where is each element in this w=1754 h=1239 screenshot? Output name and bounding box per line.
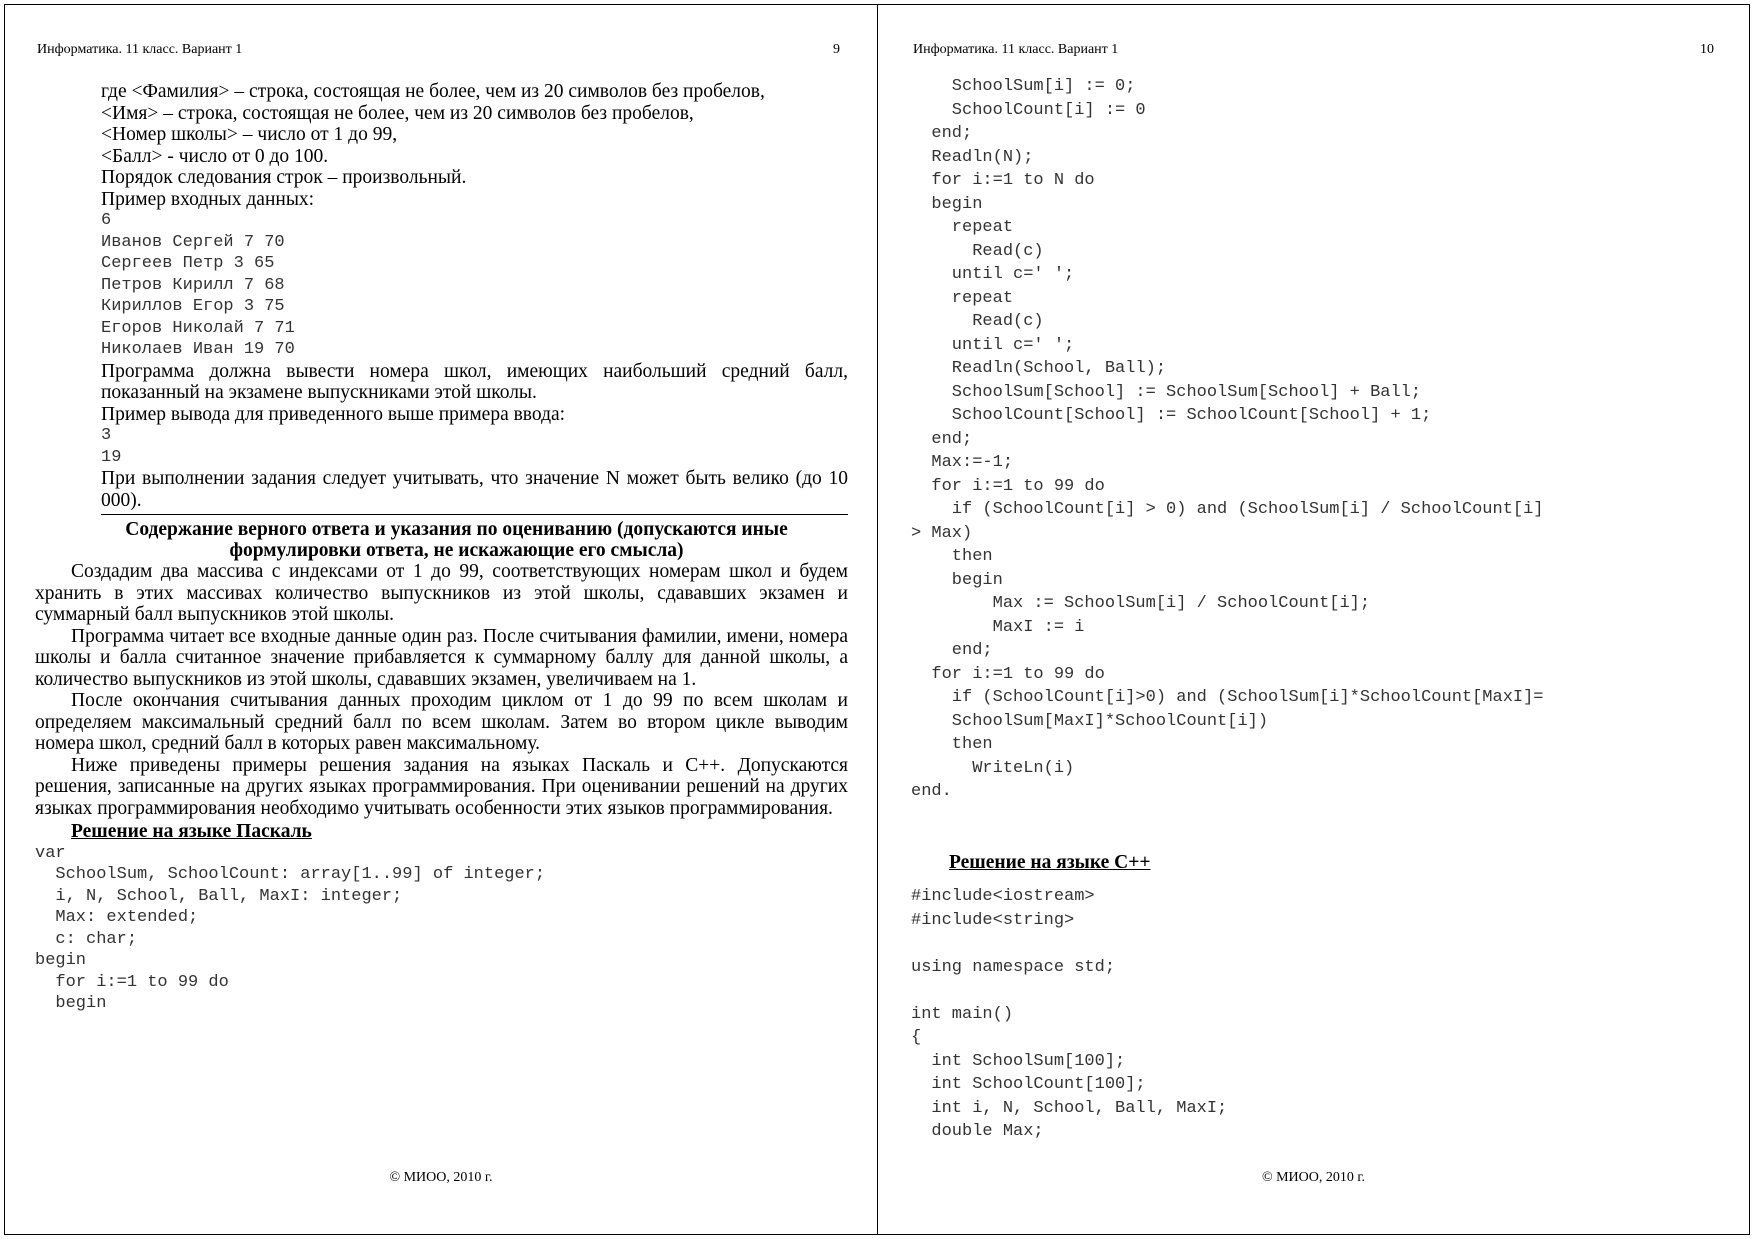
page-body bbox=[911, 75, 1731, 1144]
sample-input: 6 Иванов Сергей 7 70 Сергеев Петр 3 65 Петров Кирилл 7 68 Кириллов Егор 3 75 Егоров Николай 7 71 Николаев Иван 19 70 bbox=[101, 211, 295, 359]
cpp-code: #include<iostream> #include<string> using namespace std; int main() { int SchoolSum[100]; int SchoolCount[100]; int i, N, School, Ball, MaxI; double Max; bbox=[911, 887, 1228, 1141]
section-title: Содержание верного ответа и указания по оцениванию (допускаются иные формулировки ответа, не искажающие его смысла) bbox=[125, 519, 788, 561]
pascal-code-continued: SchoolSum[i] := 0; SchoolCount[i] := 0 end; Readln(N); for i:=1 to N do begin repeat Read(c) until c=' '; repeat Read(c) until c=' '; Readln(School, Ball); SchoolSum[School] := SchoolSum[School] + Ball; SchoolCount[School] := SchoolCount[School] + 1; end; Max:=-1; for i:=1 to 99 do if (SchoolCount[i] > 0) and (SchoolSum[i] / SchoolCount[i] > Max) then begin Max := SchoolSum[i] / SchoolCount[i]; MaxI := i end; for i:=1 to 99 do if (SchoolCount[i]>0) and (SchoolSum[i]*SchoolCount[MaxI]= SchoolSum[MaxI]*SchoolCount[i]) then WriteLn(i) end. bbox=[911, 77, 1544, 801]
section-divider bbox=[101, 514, 848, 515]
page-number: 10 bbox=[1700, 42, 1714, 57]
cpp-solution-title: Решение на языке C++ bbox=[949, 851, 1151, 873]
page-body bbox=[35, 81, 848, 1015]
format-line: <Номер школы> – число от 1 до 99, bbox=[101, 124, 398, 145]
solution-paragraph: После окончания считывания данных проходим циклом от 1 до 99 по всем школам и определяем максимальный средний балл по всем школам. Затем во втором цикле выводим номера школ, средний балл в которых равен максимальному. bbox=[35, 690, 848, 754]
page-right bbox=[877, 4, 1750, 1235]
page-number: 9 bbox=[833, 42, 840, 57]
format-line: <Балл> - число от 0 до 100. bbox=[101, 145, 329, 167]
pascal-code: var SchoolSum, SchoolCount: array[1..99] of integer; i, N, School, Ball, MaxI: integer; Max: extended; c: char; begin for i:=1 to 99 do begin bbox=[35, 843, 546, 1013]
page-footer: © МИОО, 2010 г. bbox=[1261, 1170, 1366, 1185]
format-line: Порядок следования строк – произвольный. bbox=[101, 167, 467, 188]
running-header: Информатика. 11 класс. Вариант 1 bbox=[37, 42, 243, 57]
solution-paragraph: Программа читает все входные данные один раз. После считывания фамилии, имени, номера школы и балла считанное значение прибавляется к суммарному баллу для данной школы, а количество выпускников из этой школы, сдававших экзамен, увеличиваем на 1. bbox=[35, 625, 848, 690]
pascal-solution-title: Решение на языке Паскаль bbox=[71, 821, 312, 842]
output-description: Программа должна вывести номера школ, имеющих наибольший средний балл, показанный на экзамене выпускниками этой школы. bbox=[101, 360, 848, 403]
solution-paragraph: Создадим два массива с индексами от 1 до 99, соответствующих номерам школ и будем хранить в этих массивах количество выпускников из этой школы, сдававших экзамен и суммарный балл выпускников этой школы. bbox=[35, 561, 848, 625]
output-example-label: Пример вывода для приведенного выше примера ввода: bbox=[101, 403, 566, 425]
solution-paragraph: Ниже приведены примеры решения задания на языках Паскаль и C++. Допускаются решения, записанные на других языках программирования. При оценивании решений на других языках программирования необходимо учитывать особенности этих языков программирования. bbox=[35, 754, 848, 819]
format-line: <Имя> – строка, состоящая не более, чем из 20 символов без пробелов, bbox=[101, 102, 694, 124]
format-line: Пример входных данных: bbox=[101, 188, 315, 210]
sample-output: 3 19 bbox=[101, 426, 122, 467]
running-header: Информатика. 11 класс. Вариант 1 bbox=[913, 42, 1119, 57]
page-footer: © МИОО, 2010 г. bbox=[389, 1170, 493, 1185]
page-left bbox=[4, 4, 878, 1235]
constraint-note: При выполнении задания следует учитывать, что значение N может быть велико (до 10 000). bbox=[101, 468, 848, 511]
format-line: где <Фамилия> – строка, состоящая не более, чем из 20 символов без пробелов, bbox=[101, 81, 765, 102]
